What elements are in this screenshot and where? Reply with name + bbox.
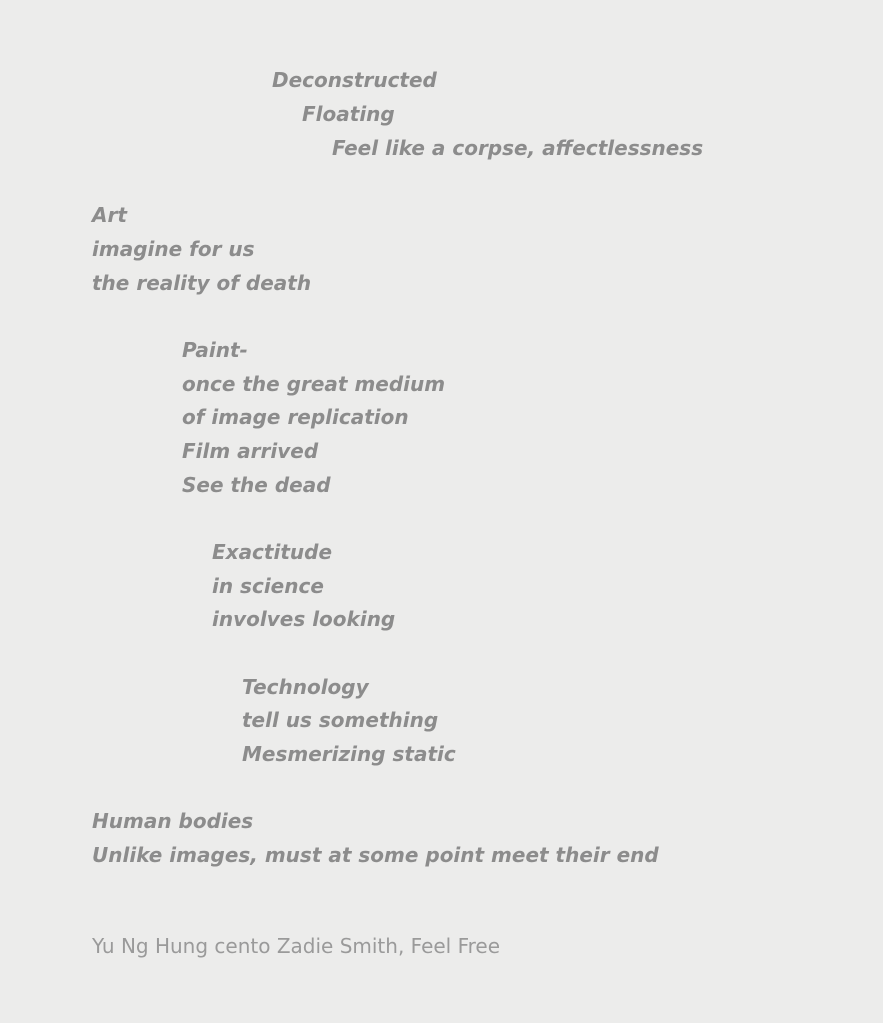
poem-line: Technology	[242, 675, 369, 699]
poem-line: Feel like a corpse, affectlessness	[332, 136, 704, 160]
poem-line: Floating	[302, 102, 395, 126]
poem-line: once the great medium	[182, 372, 446, 396]
poem-line: imagine for us	[92, 237, 255, 261]
poem-line: in science	[212, 574, 324, 598]
poem-line: Human bodies	[92, 809, 254, 833]
poem-line: See the dead	[182, 473, 331, 497]
poem-line: Exactitude	[212, 540, 333, 564]
poem-line: Art	[92, 203, 127, 227]
poem-line: the reality of death	[92, 271, 312, 295]
poem-credit: Yu Ng Hung cento Zadie Smith, Feel Free	[92, 934, 501, 958]
poem-line: Film arrived	[182, 439, 319, 463]
poem-line: Deconstructed	[272, 68, 437, 92]
poem-line: of image replication	[182, 405, 409, 429]
poem-line: involves looking	[212, 607, 396, 631]
poem-line: Unlike images, must at some point meet their end	[92, 843, 659, 867]
poem-line: tell us something	[242, 708, 439, 732]
poem-line: Mesmerizing static	[242, 742, 456, 766]
poem-line: Paint-	[182, 338, 248, 362]
